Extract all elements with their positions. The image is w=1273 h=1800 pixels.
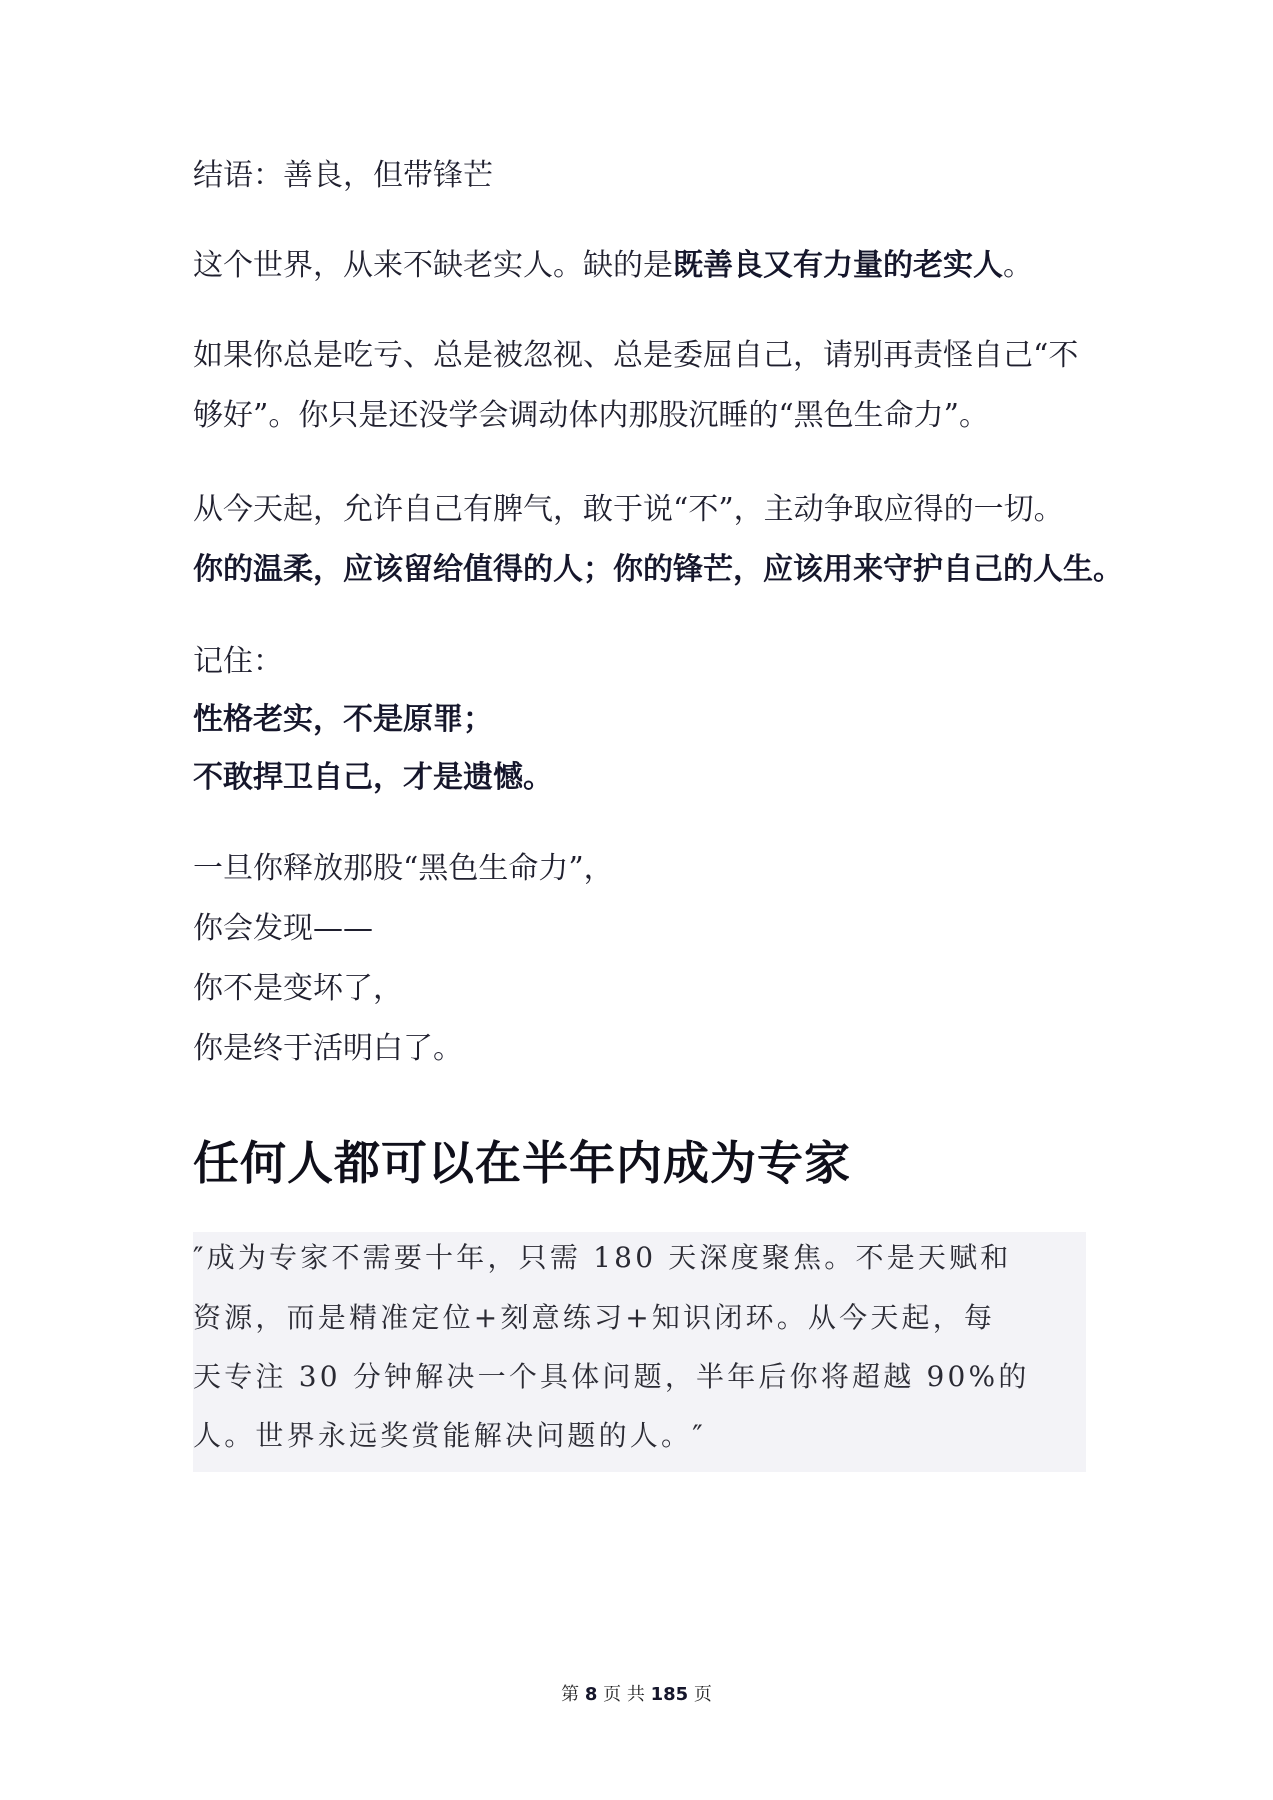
paragraph-2-line-1: 如果你总是吃亏、总是被忽视、总是委屈自己，请别再责怪自己“不 — [193, 338, 1079, 373]
paragraph-2-line-2: 够好”。你只是还没学会调动体内那股沉睡的“黑色生命力”。 — [193, 398, 990, 433]
footer-page-current: 8 — [584, 1684, 598, 1705]
ending-line-2: 你会发现—— — [193, 911, 373, 946]
paragraph-1-suffix: 。 — [1003, 248, 1033, 283]
paragraph-3-line-1: 从今天起，允许自己有脾气，敢于说“不”，主动争取应得的一切。 — [193, 492, 1064, 527]
footer-prefix: 第 — [561, 1684, 580, 1705]
paragraph-1-bold: 既善良又有力量的老实人 — [673, 248, 1003, 283]
quote-line-4: 人。世界永远奖赏能解决问题的人。″ — [193, 1419, 706, 1452]
paragraph-3-line-2-bold: 你的温柔，应该留给值得的人；你的锋芒，应该用来守护自己的人生。 — [193, 552, 1123, 587]
section-heading: 任何人都可以在半年内成为专家 — [193, 1136, 851, 1190]
footer-suffix: 页 — [693, 1684, 712, 1705]
ending-line-3: 你不是变坏了， — [193, 971, 403, 1006]
ending-line-1: 一旦你释放那股“黑色生命力”， — [193, 851, 614, 886]
footer-mid: 页 共 — [603, 1684, 645, 1705]
remember-line-2: 不敢捍卫自己，才是遗憾。 — [193, 760, 553, 795]
paragraph-1 — [193, 246, 1033, 286]
footer-page-total: 185 — [650, 1684, 689, 1705]
quote-line-2: 资源，而是精准定位+刻意练习+知识闭环。从今天起，每 — [193, 1301, 996, 1334]
quote-line-1: ″成为专家不需要十年，只需 180 天深度聚焦。不是天赋和 — [193, 1241, 1012, 1274]
remember-line-1: 性格老实，不是原罪； — [193, 702, 493, 737]
quote-line-3: 天专注 30 分钟解决一个具体问题，半年后你将超越 90%的 — [193, 1360, 1030, 1393]
remember-label: 记住： — [193, 644, 283, 679]
conclusion-title: 结语：善良，但带锋芒 — [193, 158, 493, 193]
paragraph-1-prefix: 这个世界，从来不缺老实人。缺的是 — [193, 248, 673, 283]
page-footer — [0, 1683, 1273, 1707]
ending-line-4: 你是终于活明白了。 — [193, 1031, 463, 1066]
